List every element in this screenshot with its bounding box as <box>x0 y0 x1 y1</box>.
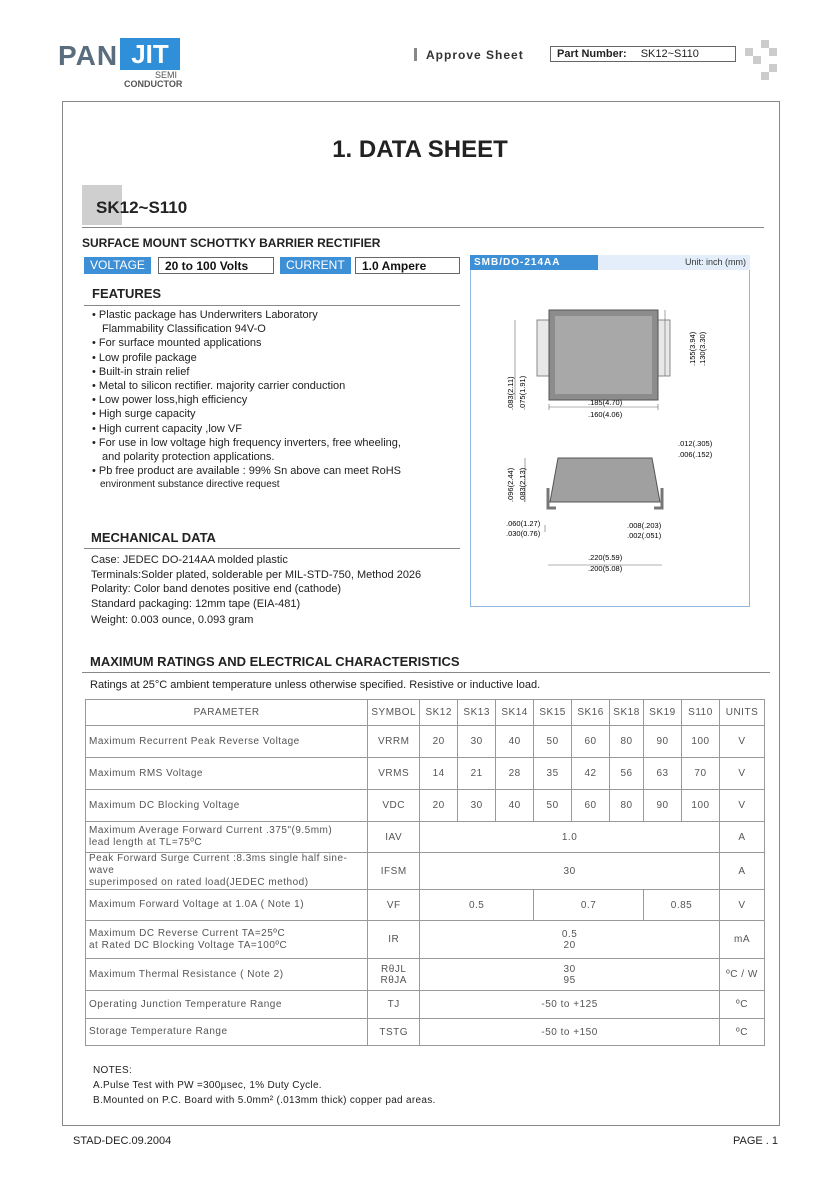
value-cell: -50 to +150 <box>420 1019 720 1046</box>
mechanical-line: Case: JEDEC DO-214AA molded plastic <box>91 554 288 566</box>
value-cell: 30 <box>458 790 496 822</box>
voltage-value: 20 to 100 Volts <box>158 257 274 274</box>
mechanical-data <box>91 553 461 628</box>
param-cell: Maximum Thermal Resistance ( Note 2) <box>86 959 368 991</box>
mechanical-line: Terminals:Solder plated, solderable per MIL-STD-750, Method 2026 <box>91 568 422 581</box>
param-cell: Maximum RMS Voltage <box>86 758 368 790</box>
table-row <box>86 822 765 853</box>
approve-marker <box>414 48 417 61</box>
feature-item: • Low power loss,high efficiency <box>92 394 248 407</box>
param-line: superimposed on rated load(JEDEC method) <box>89 877 309 888</box>
table-row <box>86 991 765 1019</box>
unit-cell: V <box>719 726 764 758</box>
value-cell: 100 <box>682 790 720 822</box>
symbol-cell: TJ <box>368 991 420 1019</box>
dim-label: .075(1.91) <box>518 375 527 410</box>
symbol-cell: TSTG <box>368 1019 420 1046</box>
unit-cell: mA <box>719 921 764 959</box>
value-cell: 50 <box>534 726 572 758</box>
approve-sheet-label: Approve Sheet <box>426 48 524 62</box>
package-drawing <box>470 270 750 606</box>
column-header: SK12 <box>420 700 458 726</box>
symbol-cell: VF <box>368 890 420 921</box>
value-cell: 28 <box>496 758 534 790</box>
dim-label: .008(.203) <box>627 521 662 530</box>
param-cell <box>86 853 368 890</box>
symbol-line: RθJA <box>380 974 407 986</box>
feature-item: • For use in low voltage high frequency inverters, free wheeling, <box>92 436 401 449</box>
param-cell: Operating Junction Temperature Range <box>86 991 368 1019</box>
symbol-cell: IFSM <box>368 853 420 890</box>
unit-cell: ºC / W <box>719 959 764 991</box>
column-header: S110 <box>682 700 720 726</box>
symbol-cell: IAV <box>368 822 420 853</box>
table-row <box>86 1019 765 1046</box>
package-name: SMB/DO-214AA <box>470 255 598 270</box>
feature-item: • Metal to silicon rectifier. majority carrier conduction <box>92 380 346 393</box>
part-title: SK12~S110 <box>96 198 188 217</box>
part-number-box <box>550 46 736 62</box>
column-header: SK13 <box>458 700 496 726</box>
dim-label: .160(4.06) <box>588 410 623 419</box>
param-cell <box>86 921 368 959</box>
value-cell: 80 <box>610 790 644 822</box>
feature-item: • High current capacity ,low VF <box>92 422 242 435</box>
column-header: PARAMETER <box>86 700 368 726</box>
column-header: SK15 <box>534 700 572 726</box>
value-cell: 14 <box>420 758 458 790</box>
lead-right <box>658 320 670 376</box>
feature-item: Flammability Classification 94V-O <box>102 323 266 336</box>
column-header: SK14 <box>496 700 534 726</box>
value-cell: 0.85 <box>644 890 720 921</box>
param-cell: Maximum DC Blocking Voltage <box>86 790 368 822</box>
value-line: 95 <box>563 974 576 986</box>
table-row <box>86 853 765 890</box>
value-cell: 50 <box>534 790 572 822</box>
current-value: 1.0 Ampere <box>355 257 460 274</box>
unit-cell: A <box>719 822 764 853</box>
dim-label: .083(2.13) <box>518 467 527 502</box>
logo-jit-text: JIT <box>120 38 180 70</box>
column-header: SK18 <box>610 700 644 726</box>
dim-label: .083(2.11) <box>506 376 515 410</box>
feature-item: and polarity protection applications. <box>102 451 275 464</box>
value-cell: 70 <box>682 758 720 790</box>
value-cell: 90 <box>644 790 682 822</box>
value-line: 20 <box>563 939 576 951</box>
column-header: SK19 <box>644 700 682 726</box>
dim-label: .030(0.76) <box>506 529 541 538</box>
param-cell: Maximum Forward Voltage at 1.0A ( Note 1) <box>86 890 368 921</box>
product-subtitle: SURFACE MOUNT SCHOTTKY BARRIER RECTIFIER <box>82 236 381 250</box>
ratings-note: Ratings at 25°C ambient temperature unless otherwise specified. Resistive or inductive load. <box>90 679 541 691</box>
param-line: lead length at TL=75ºC <box>89 837 203 848</box>
value-cell: 30 <box>458 726 496 758</box>
mechanical-line: Weight: 0.003 ounce, 0.093 gram <box>91 614 254 626</box>
symbol-line: RθJL <box>381 963 407 975</box>
value-cell: 56 <box>610 758 644 790</box>
value-cell: 60 <box>572 726 610 758</box>
param-line: Maximum Average Forward Current .375"(9.5mm) <box>89 825 333 836</box>
symbol-cell: VRRM <box>368 726 420 758</box>
feature-item: environment substance directive request <box>100 479 280 491</box>
feature-item: • High surge capacity <box>92 408 196 421</box>
value-cell: 100 <box>682 726 720 758</box>
feature-item: • Plastic package has Underwriters Laboratory <box>92 309 318 321</box>
value-cell: 0.7 <box>534 890 644 921</box>
value-cell: 40 <box>496 726 534 758</box>
column-header: UNITS <box>719 700 764 726</box>
dim-label: .096(2.44) <box>506 467 515 502</box>
value-line: 30 <box>563 963 576 975</box>
dim-label: .002(.051) <box>627 531 662 540</box>
feature-item: • Pb free product are available : 99% Sn above can meet RoHS <box>92 465 401 478</box>
checker-decoration <box>745 40 785 80</box>
unit-cell: A <box>719 853 764 890</box>
current-label: CURRENT <box>280 257 351 274</box>
value-cell: 21 <box>458 758 496 790</box>
table-header-row <box>86 700 765 726</box>
param-line: at Rated DC Blocking Voltage TA=100ºC <box>89 939 288 951</box>
value-cell: 90 <box>644 726 682 758</box>
column-header: SK16 <box>572 700 610 726</box>
dim-label: .185(4.70) <box>588 398 623 407</box>
value-cell: -50 to +125 <box>420 991 720 1019</box>
value-cell <box>420 959 720 991</box>
symbol-cell: IR <box>368 921 420 959</box>
notes-heading: NOTES: <box>93 1065 133 1076</box>
value-cell: 80 <box>610 726 644 758</box>
value-line: 0.5 <box>561 928 578 940</box>
table-row <box>86 726 765 758</box>
param-cell <box>86 822 368 853</box>
value-cell: 40 <box>496 790 534 822</box>
footer-date: STAD-DEC.09.2004 <box>73 1135 172 1147</box>
column-header: SYMBOL <box>368 700 420 726</box>
part-number-label: Part Number: <box>557 48 627 60</box>
symbol-cell <box>368 959 420 991</box>
dim-label: .155(3.94) <box>688 331 697 366</box>
param-cell: Storage Temperature Range <box>86 1019 368 1046</box>
table-row <box>86 959 765 991</box>
ratings-table <box>85 699 765 1046</box>
divider <box>82 227 764 228</box>
value-cell: 20 <box>420 726 458 758</box>
logo-pan-text: PAN <box>58 40 119 71</box>
unit-cell: V <box>719 758 764 790</box>
package-top <box>555 316 652 394</box>
feature-item: • Low profile package <box>92 351 197 364</box>
unit-cell: ºC <box>719 991 764 1019</box>
divider <box>84 548 460 549</box>
param-cell: Maximum Recurrent Peak Reverse Voltage <box>86 726 368 758</box>
feature-item: • For surface mounted applications <box>92 337 262 350</box>
table-row <box>86 890 765 921</box>
note-b: B.Mounted on P.C. Board with 5.0mm² (.013mm thick) copper pad areas. <box>93 1095 436 1106</box>
param-line: Maximum DC Reverse Current TA=25ºC <box>89 927 286 939</box>
value-cell: 1.0 <box>420 822 720 853</box>
note-a: A.Pulse Test with PW =300µsec, 1% Duty Cycle. <box>93 1080 322 1091</box>
value-cell: 30 <box>420 853 720 890</box>
mechanical-line: Standard packaging: 12mm tape (EIA-481) <box>91 597 301 610</box>
symbol-cell: VDC <box>368 790 420 822</box>
footer-page: PAGE . 1 <box>733 1135 779 1147</box>
package-side <box>550 458 660 502</box>
dim-label: .060(1.27) <box>506 519 541 528</box>
value-cell: 20 <box>420 790 458 822</box>
dim-label: .220(5.59) <box>588 553 623 562</box>
table-row <box>86 790 765 822</box>
unit-cell: V <box>719 890 764 921</box>
unit-cell: V <box>719 790 764 822</box>
divider <box>84 305 460 306</box>
lead-left <box>537 320 549 376</box>
value-cell <box>420 921 720 959</box>
divider <box>82 672 770 673</box>
ratings-heading: MAXIMUM RATINGS AND ELECTRICAL CHARACTERISTICS <box>90 654 460 669</box>
page-title: 1. DATA SHEET <box>332 136 508 163</box>
value-cell: 60 <box>572 790 610 822</box>
logo-semi-text: SEMI <box>155 70 178 80</box>
unit-label: Unit: inch (mm) <box>598 255 750 270</box>
mechanical-heading: MECHANICAL DATA <box>91 530 216 545</box>
dim-label: .130(3.30) <box>698 331 707 366</box>
param-line: Peak Forward Surge Current :8.3ms single half sine-wave <box>89 853 348 876</box>
value-cell: 35 <box>534 758 572 790</box>
symbol-cell: VRMS <box>368 758 420 790</box>
logo-conductor-text: CONDUCTOR <box>124 79 183 89</box>
value-cell: 63 <box>644 758 682 790</box>
features-heading: FEATURES <box>92 286 162 301</box>
unit-cell: ºC <box>719 1019 764 1046</box>
features-list <box>92 308 452 493</box>
value-cell: 0.5 <box>420 890 534 921</box>
dim-label: .200(5.08) <box>588 564 623 573</box>
notes <box>93 1063 436 1108</box>
mechanical-line: Polarity: Color band denotes positive end (cathode) <box>91 583 342 595</box>
dim-label: .012(.305) <box>678 439 713 448</box>
voltage-label: VOLTAGE <box>84 257 151 274</box>
feature-item: • Built-in strain relief <box>92 365 190 378</box>
table-row <box>86 758 765 790</box>
table-row <box>86 921 765 959</box>
value-cell: 42 <box>572 758 610 790</box>
dim-label: .006(.152) <box>678 450 713 459</box>
part-number-value: SK12~S110 <box>640 48 699 60</box>
